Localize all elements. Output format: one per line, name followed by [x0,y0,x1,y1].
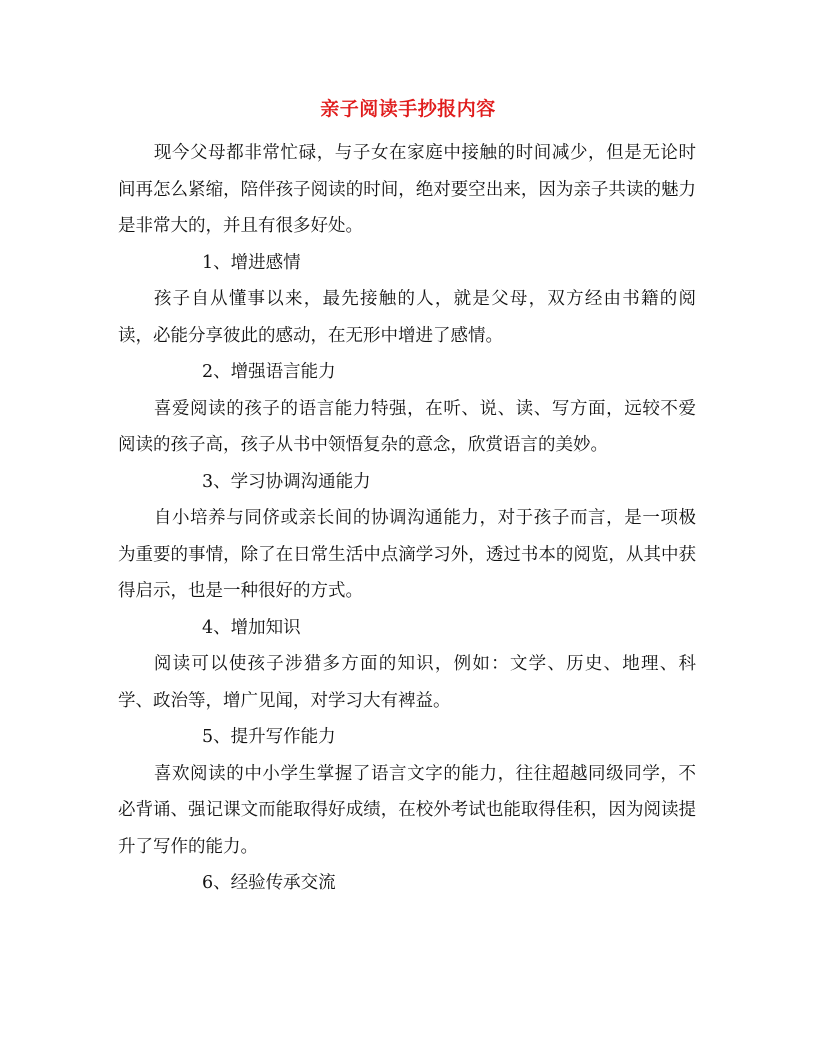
section-heading-2: 2、增强语言能力 [202,362,336,382]
section-heading-3: 3、学习协调沟通能力 [202,471,371,492]
section-heading-4: 4、增加知识 [202,617,301,638]
intro-paragraph: 现今父母都非常忙碌，与子女在家庭中接触的时间减少，但是无论时间再怎么紧缩，陪伴孩子阅读的时间，绝对要空出来，因为亲子共读的魅力是非常大的，并且有很多好处。 [118,143,696,236]
section-heading-5: 5、提升写作能力 [202,727,336,747]
section-text-5: 喜欢阅读的中小学生掌握了语言文字的能力，往往超越同级同学，不必背诵、强记课文而能取得好成绩，在校外考试也能取得佳积，因为阅读提升了写作的能力。 [118,763,696,857]
document-title: 亲子阅读手抄报内容 [320,98,496,120]
section-text-1: 孩子自从懂事以来，最先接触的人，就是父母，双方经由书籍的阅读，必能分享彼此的感动，在无形中增进了感情。 [118,289,696,346]
section-text-2: 喜爱阅读的孩子的语言能力特强，在听、说、读、写方面，远较不爱阅读的孩子高，孩子从书中领悟复杂的意念，欣赏语言的美妙。 [118,398,696,455]
section-text-4: 阅读可以使孩子涉猎多方面的知识，例如：文学、历史、地理、科学、政治等，增广见闻，对学习大有裨益。 [118,654,696,711]
section-heading-6: 6、经验传承交流 [202,873,336,893]
section-text-3: 自小培养与同侪或亲长间的协调沟通能力，对于孩子而言，是一项极为重要的事情，除了在日常生活中点滴学习外，透过书本的阅览，从其中获得启示，也是一种很好的方式。 [118,508,696,601]
document-body [118,135,696,902]
section-heading-1: 1、增进感情 [202,252,301,273]
